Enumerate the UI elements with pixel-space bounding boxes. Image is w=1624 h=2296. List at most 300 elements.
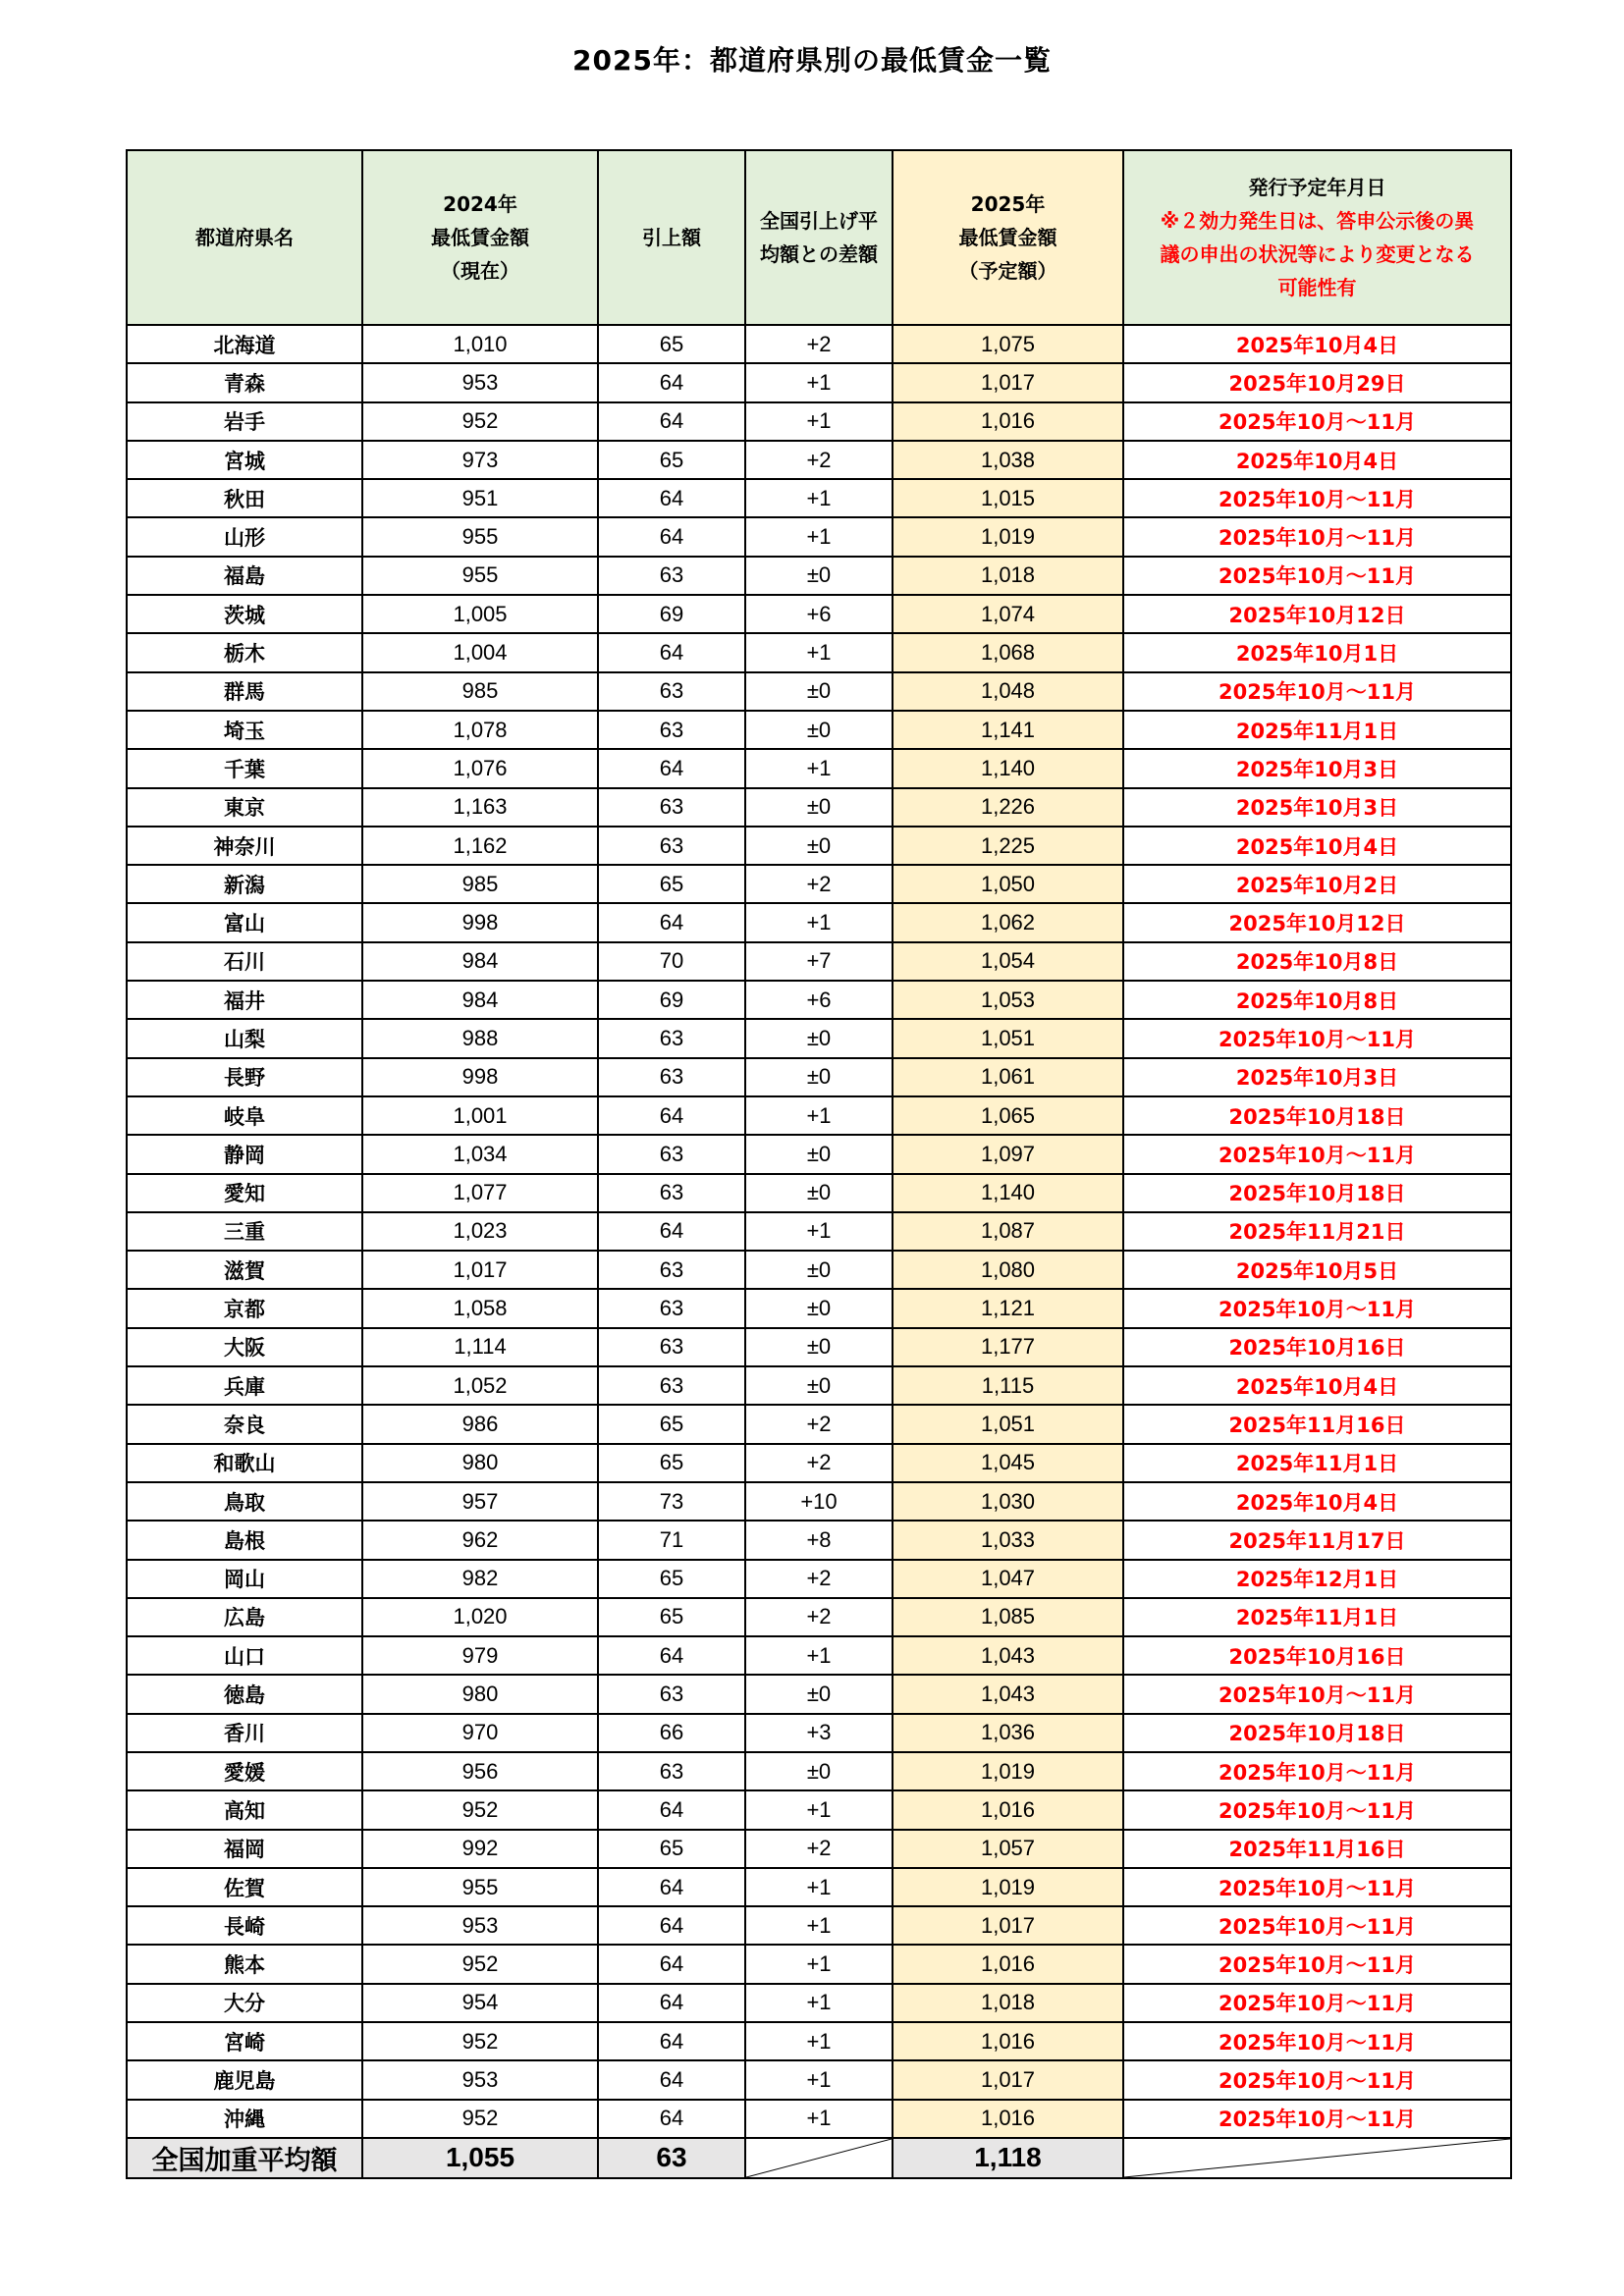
table-row: [127, 942, 1511, 981]
prefecture-name-cell: 秋田: [127, 479, 362, 517]
effective-date-cell: 2025年10月4日: [1123, 827, 1511, 865]
increase-cell: 64: [598, 402, 745, 441]
wage-2025-cell: 1,018: [893, 1984, 1123, 2022]
wage-2024-cell: 973: [362, 441, 598, 479]
wage-2024-cell: 1,162: [362, 827, 598, 865]
table-row: [127, 1366, 1511, 1405]
table-row: [127, 517, 1511, 556]
diff-from-average-cell: +1: [745, 363, 893, 401]
wage-2024-cell: 957: [362, 1482, 598, 1521]
prefecture-name-cell: 長野: [127, 1058, 362, 1096]
increase-cell: 69: [598, 981, 745, 1019]
diff-from-average-cell: ±0: [745, 1019, 893, 1057]
increase-cell: 64: [598, 1945, 745, 1983]
wage-2024-cell: 986: [362, 1405, 598, 1443]
header-wage-2024-line3: （現在）: [441, 259, 519, 283]
wage-2025-cell: 1,048: [893, 672, 1123, 711]
effective-date-cell: 2025年10月29日: [1123, 363, 1511, 401]
prefecture-name-cell: 熊本: [127, 1945, 362, 1983]
table-row: [127, 1289, 1511, 1327]
table-row: [127, 1444, 1511, 1482]
national-average-increase: 63: [598, 2138, 745, 2178]
wage-2025-cell: 1,036: [893, 1714, 1123, 1752]
effective-date-cell: 2025年11月16日: [1123, 1405, 1511, 1443]
increase-cell: 63: [598, 711, 745, 749]
header-diff: [745, 150, 893, 325]
table-row: [127, 325, 1511, 363]
increase-cell: 63: [598, 1328, 745, 1366]
wage-2024-cell: 1,020: [362, 1598, 598, 1636]
increase-cell: 63: [598, 788, 745, 827]
header-diff-line1: 全国引上げ平: [760, 209, 878, 233]
table-row: [127, 363, 1511, 401]
table-row: [127, 1135, 1511, 1173]
effective-date-cell: 2025年10月～11月: [1123, 2060, 1511, 2099]
increase-cell: 64: [598, 2022, 745, 2060]
prefecture-name-cell: 愛知: [127, 1174, 362, 1212]
prefecture-name-cell: 宮崎: [127, 2022, 362, 2060]
diff-from-average-cell: ±0: [745, 1251, 893, 1289]
increase-cell: 63: [598, 1675, 745, 1713]
table-row: [127, 1174, 1511, 1212]
effective-date-cell: 2025年10月3日: [1123, 749, 1511, 787]
national-average-wage-2024: 1,055: [362, 2138, 598, 2178]
table-row: [127, 595, 1511, 633]
table-row: [127, 2022, 1511, 2060]
wage-2025-cell: 1,016: [893, 2022, 1123, 2060]
prefecture-name-cell: 福岡: [127, 1830, 362, 1868]
diff-from-average-cell: +2: [745, 1598, 893, 1636]
prefecture-name-cell: 石川: [127, 942, 362, 981]
wage-2025-cell: 1,016: [893, 2100, 1123, 2138]
increase-cell: 64: [598, 363, 745, 401]
effective-date-cell: 2025年10月3日: [1123, 1058, 1511, 1096]
header-effective-label: 発行予定年月日: [1248, 176, 1386, 199]
table-row: [127, 1714, 1511, 1752]
prefecture-name-cell: 神奈川: [127, 827, 362, 865]
diff-from-average-cell: +6: [745, 981, 893, 1019]
prefecture-name-cell: 富山: [127, 903, 362, 941]
wage-2025-cell: 1,121: [893, 1289, 1123, 1327]
page-title: 2025年：都道府県別の最低賃金一覧: [572, 44, 1052, 77]
header-wage-2025-line3: （予定額）: [958, 259, 1057, 283]
effective-date-cell: 2025年10月4日: [1123, 325, 1511, 363]
minimum-wage-table: [126, 149, 1512, 2179]
diff-from-average-cell: +7: [745, 942, 893, 981]
prefecture-name-cell: 宮城: [127, 441, 362, 479]
wage-2024-cell: 953: [362, 2060, 598, 2099]
wage-2025-cell: 1,038: [893, 441, 1123, 479]
wage-2025-cell: 1,080: [893, 1251, 1123, 1289]
diff-from-average-cell: +1: [745, 1636, 893, 1675]
header-effective-note-line3: 可能性有: [1277, 276, 1357, 299]
increase-cell: 71: [598, 1521, 745, 1559]
prefecture-name-cell: 大阪: [127, 1328, 362, 1366]
wage-2025-cell: 1,016: [893, 402, 1123, 441]
diff-from-average-cell: +2: [745, 441, 893, 479]
effective-date-cell: 2025年10月2日: [1123, 865, 1511, 903]
increase-cell: 64: [598, 2100, 745, 2138]
effective-date-cell: 2025年11月1日: [1123, 711, 1511, 749]
wage-2025-cell: 1,017: [893, 1906, 1123, 1945]
increase-cell: 65: [598, 1405, 745, 1443]
effective-date-cell: 2025年10月12日: [1123, 595, 1511, 633]
effective-date-cell: 2025年10月16日: [1123, 1328, 1511, 1366]
effective-date-cell: 2025年11月21日: [1123, 1212, 1511, 1251]
increase-cell: 65: [598, 1560, 745, 1598]
wage-2025-cell: 1,053: [893, 981, 1123, 1019]
prefecture-name-cell: 山口: [127, 1636, 362, 1675]
wage-2025-cell: 1,054: [893, 942, 1123, 981]
wage-2025-cell: 1,068: [893, 633, 1123, 671]
wage-2025-cell: 1,051: [893, 1405, 1123, 1443]
wage-2025-cell: 1,043: [893, 1636, 1123, 1675]
table-row: [127, 1906, 1511, 1945]
wage-2025-cell: 1,141: [893, 711, 1123, 749]
increase-cell: 64: [598, 1790, 745, 1829]
table-row: [127, 1945, 1511, 1983]
effective-date-cell: 2025年10月～11月: [1123, 1135, 1511, 1173]
prefecture-name-cell: 島根: [127, 1521, 362, 1559]
table-row: [127, 1096, 1511, 1135]
increase-cell: 63: [598, 1289, 745, 1327]
wage-2025-cell: 1,017: [893, 363, 1123, 401]
effective-date-cell: 2025年10月～11月: [1123, 1752, 1511, 1790]
header-prefecture: [127, 150, 362, 325]
effective-date-cell: 2025年10月～11月: [1123, 557, 1511, 595]
table-row: [127, 1328, 1511, 1366]
effective-date-cell: 2025年10月3日: [1123, 788, 1511, 827]
wage-2025-cell: 1,140: [893, 1174, 1123, 1212]
wage-2024-cell: 952: [362, 1790, 598, 1829]
diff-from-average-cell: ±0: [745, 1366, 893, 1405]
diff-from-average-cell: +1: [745, 1096, 893, 1135]
prefecture-name-cell: 鳥取: [127, 1482, 362, 1521]
diff-from-average-cell: +2: [745, 1830, 893, 1868]
effective-date-cell: 2025年10月～11月: [1123, 517, 1511, 556]
wage-2024-cell: 982: [362, 1560, 598, 1598]
table-row: [127, 1598, 1511, 1636]
table-row: [127, 1790, 1511, 1829]
wage-2025-cell: 1,085: [893, 1598, 1123, 1636]
table-row: [127, 1405, 1511, 1443]
prefecture-name-cell: 滋賀: [127, 1251, 362, 1289]
table-row: [127, 1830, 1511, 1868]
effective-date-cell: 2025年10月4日: [1123, 1482, 1511, 1521]
header-increase-label: 引上額: [642, 226, 701, 249]
table-row: [127, 827, 1511, 865]
table-row: [127, 2100, 1511, 2138]
diff-from-average-cell: +8: [745, 1521, 893, 1559]
wage-2024-cell: 985: [362, 672, 598, 711]
wage-2024-cell: 955: [362, 1868, 598, 1906]
diff-from-average-cell: ±0: [745, 1135, 893, 1173]
increase-cell: 69: [598, 595, 745, 633]
increase-cell: 64: [598, 903, 745, 941]
increase-cell: 65: [598, 1830, 745, 1868]
wage-2025-cell: 1,030: [893, 1482, 1123, 1521]
table-row: [127, 672, 1511, 711]
prefecture-name-cell: 三重: [127, 1212, 362, 1251]
effective-date-cell: 2025年10月4日: [1123, 1366, 1511, 1405]
diff-not-applicable-cell: [745, 2138, 893, 2178]
table-row: [127, 557, 1511, 595]
diff-from-average-cell: +2: [745, 1444, 893, 1482]
wage-2025-cell: 1,051: [893, 1019, 1123, 1057]
table-row: [127, 1019, 1511, 1057]
diff-from-average-cell: ±0: [745, 827, 893, 865]
header-effective-note-line1: ※２効力発生日は、答申公示後の異: [1160, 209, 1475, 233]
wage-2024-cell: 979: [362, 1636, 598, 1675]
prefecture-name-cell: 千葉: [127, 749, 362, 787]
prefecture-name-cell: 和歌山: [127, 1444, 362, 1482]
wage-2025-cell: 1,061: [893, 1058, 1123, 1096]
wage-2024-cell: 953: [362, 363, 598, 401]
wage-2025-cell: 1,019: [893, 1868, 1123, 1906]
prefecture-name-cell: 茨城: [127, 595, 362, 633]
increase-cell: 64: [598, 1868, 745, 1906]
diff-from-average-cell: +1: [745, 2022, 893, 2060]
increase-cell: 63: [598, 827, 745, 865]
increase-cell: 64: [598, 633, 745, 671]
prefecture-name-cell: 佐賀: [127, 1868, 362, 1906]
wage-2024-cell: 962: [362, 1521, 598, 1559]
table-row: [127, 1984, 1511, 2022]
prefecture-name-cell: 栃木: [127, 633, 362, 671]
increase-cell: 65: [598, 1444, 745, 1482]
table-row: [127, 1560, 1511, 1598]
prefecture-name-cell: 青森: [127, 363, 362, 401]
wage-2025-cell: 1,043: [893, 1675, 1123, 1713]
wage-2024-cell: 952: [362, 2100, 598, 2138]
wage-2024-cell: 1,004: [362, 633, 598, 671]
wage-2024-cell: 956: [362, 1752, 598, 1790]
effective-date-cell: 2025年10月18日: [1123, 1714, 1511, 1752]
prefecture-name-cell: 埼玉: [127, 711, 362, 749]
table-row: [127, 1675, 1511, 1713]
table-row: [127, 981, 1511, 1019]
effective-date-cell: 2025年10月～11月: [1123, 672, 1511, 711]
increase-cell: 63: [598, 1135, 745, 1173]
wage-2025-cell: 1,225: [893, 827, 1123, 865]
wage-2025-cell: 1,140: [893, 749, 1123, 787]
increase-cell: 64: [598, 1212, 745, 1251]
effective-date-cell: 2025年10月～11月: [1123, 1019, 1511, 1057]
wage-2025-cell: 1,065: [893, 1096, 1123, 1135]
prefecture-name-cell: 群馬: [127, 672, 362, 711]
increase-cell: 65: [598, 325, 745, 363]
national-average-wage-2025: 1,118: [893, 2138, 1123, 2178]
effective-date-cell: 2025年10月18日: [1123, 1096, 1511, 1135]
increase-cell: 64: [598, 517, 745, 556]
wage-2024-cell: 1,076: [362, 749, 598, 787]
wage-2025-cell: 1,017: [893, 2060, 1123, 2099]
wage-2025-cell: 1,019: [893, 517, 1123, 556]
prefecture-name-cell: 沖縄: [127, 2100, 362, 2138]
diff-from-average-cell: +1: [745, 903, 893, 941]
diff-from-average-cell: ±0: [745, 788, 893, 827]
prefecture-name-cell: 福井: [127, 981, 362, 1019]
effective-date-cell: 2025年10月1日: [1123, 633, 1511, 671]
diff-from-average-cell: ±0: [745, 1289, 893, 1327]
wage-2024-cell: 988: [362, 1019, 598, 1057]
increase-cell: 64: [598, 1096, 745, 1135]
increase-cell: 64: [598, 2060, 745, 2099]
prefecture-name-cell: 奈良: [127, 1405, 362, 1443]
diff-from-average-cell: +1: [745, 1906, 893, 1945]
prefecture-name-cell: 岡山: [127, 1560, 362, 1598]
wage-2025-cell: 1,015: [893, 479, 1123, 517]
prefecture-name-cell: 岩手: [127, 402, 362, 441]
effective-date-cell: 2025年10月4日: [1123, 441, 1511, 479]
effective-date-cell: 2025年10月～11月: [1123, 1790, 1511, 1829]
header-wage-2024-line2: 最低賃金額: [431, 226, 529, 249]
diff-from-average-cell: +3: [745, 1714, 893, 1752]
table-row: [127, 1212, 1511, 1251]
prefecture-name-cell: 新潟: [127, 865, 362, 903]
effective-date-cell: 2025年11月1日: [1123, 1598, 1511, 1636]
wage-2024-cell: 1,010: [362, 325, 598, 363]
diff-from-average-cell: ±0: [745, 1174, 893, 1212]
national-average-label: 全国加重平均額: [127, 2138, 362, 2178]
prefecture-name-cell: 福島: [127, 557, 362, 595]
wage-2024-cell: 1,017: [362, 1251, 598, 1289]
wage-2024-cell: 1,163: [362, 788, 598, 827]
effective-date-cell: 2025年11月1日: [1123, 1444, 1511, 1482]
increase-cell: 63: [598, 672, 745, 711]
table-row: [127, 1868, 1511, 1906]
diff-from-average-cell: ±0: [745, 711, 893, 749]
effective-date-cell: 2025年10月18日: [1123, 1174, 1511, 1212]
table-body: [127, 325, 1511, 2138]
wage-2024-cell: 970: [362, 1714, 598, 1752]
wage-2024-cell: 1,023: [362, 1212, 598, 1251]
increase-cell: 63: [598, 1366, 745, 1405]
wage-2024-cell: 992: [362, 1830, 598, 1868]
wage-2025-cell: 1,226: [893, 788, 1123, 827]
prefecture-name-cell: 大分: [127, 1984, 362, 2022]
wage-2025-cell: 1,045: [893, 1444, 1123, 1482]
wage-2024-cell: 1,114: [362, 1328, 598, 1366]
wage-2025-cell: 1,087: [893, 1212, 1123, 1251]
diff-from-average-cell: +2: [745, 1405, 893, 1443]
prefecture-name-cell: 徳島: [127, 1675, 362, 1713]
table-row: [127, 865, 1511, 903]
wage-2025-cell: 1,057: [893, 1830, 1123, 1868]
diagonal-slash-icon: [746, 2139, 892, 2177]
wage-2024-cell: 1,034: [362, 1135, 598, 1173]
prefecture-name-cell: 香川: [127, 1714, 362, 1752]
diff-from-average-cell: +2: [745, 865, 893, 903]
national-average-row: [127, 2138, 1511, 2178]
wage-2025-cell: 1,177: [893, 1328, 1123, 1366]
wage-2024-cell: 980: [362, 1675, 598, 1713]
wage-2024-cell: 1,052: [362, 1366, 598, 1405]
wage-2024-cell: 985: [362, 865, 598, 903]
diff-from-average-cell: +1: [745, 402, 893, 441]
wage-2024-cell: 1,078: [362, 711, 598, 749]
effective-date-cell: 2025年12月1日: [1123, 1560, 1511, 1598]
increase-cell: 64: [598, 1636, 745, 1675]
effective-date-cell: 2025年10月～11月: [1123, 1675, 1511, 1713]
effective-date-cell: 2025年10月～11月: [1123, 479, 1511, 517]
header-wage-2024: [362, 150, 598, 325]
diff-from-average-cell: ±0: [745, 557, 893, 595]
wage-2024-cell: 1,005: [362, 595, 598, 633]
header-wage-2024-line1: 2024年: [443, 192, 517, 216]
table-row: [127, 1521, 1511, 1559]
wage-2024-cell: 998: [362, 1058, 598, 1096]
wage-2025-cell: 1,050: [893, 865, 1123, 903]
table-row: [127, 1482, 1511, 1521]
effective-date-cell: 2025年11月16日: [1123, 1830, 1511, 1868]
prefecture-name-cell: 北海道: [127, 325, 362, 363]
table-row: [127, 1058, 1511, 1096]
effective-date-cell: 2025年10月～11月: [1123, 2022, 1511, 2060]
table-row: [127, 1636, 1511, 1675]
header-wage-2025: [893, 150, 1123, 325]
wage-2025-cell: 1,097: [893, 1135, 1123, 1173]
increase-cell: 63: [598, 1058, 745, 1096]
increase-cell: 64: [598, 1906, 745, 1945]
header-increase: [598, 150, 745, 325]
effective-date-cell: 2025年10月8日: [1123, 981, 1511, 1019]
diff-from-average-cell: +1: [745, 1984, 893, 2022]
wage-2024-cell: 980: [362, 1444, 598, 1482]
effective-date-cell: 2025年10月5日: [1123, 1251, 1511, 1289]
header-effective-note-line2: 議の申出の状況等により変更となる: [1160, 242, 1475, 266]
wage-2024-cell: 955: [362, 517, 598, 556]
prefecture-name-cell: 京都: [127, 1289, 362, 1327]
effective-date-cell: 2025年10月～11月: [1123, 1984, 1511, 2022]
diff-from-average-cell: +1: [745, 479, 893, 517]
table-row: [127, 1752, 1511, 1790]
diff-from-average-cell: +1: [745, 1868, 893, 1906]
effective-date-cell: 2025年10月～11月: [1123, 1945, 1511, 1983]
header-effective-date: [1123, 150, 1511, 325]
increase-cell: 70: [598, 942, 745, 981]
effective-date-cell: 2025年10月8日: [1123, 942, 1511, 981]
wage-2025-cell: 1,062: [893, 903, 1123, 941]
wage-2024-cell: 1,077: [362, 1174, 598, 1212]
diff-from-average-cell: ±0: [745, 1752, 893, 1790]
diff-from-average-cell: +2: [745, 325, 893, 363]
wage-2024-cell: 952: [362, 1945, 598, 1983]
date-not-applicable-cell: [1123, 2138, 1511, 2178]
prefecture-name-cell: 岐阜: [127, 1096, 362, 1135]
wage-2024-cell: 984: [362, 981, 598, 1019]
diff-from-average-cell: +1: [745, 2060, 893, 2099]
increase-cell: 64: [598, 749, 745, 787]
wage-2024-cell: 952: [362, 402, 598, 441]
wage-2024-cell: 954: [362, 1984, 598, 2022]
wage-2024-cell: 952: [362, 2022, 598, 2060]
diff-from-average-cell: +10: [745, 1482, 893, 1521]
wage-2025-cell: 1,018: [893, 557, 1123, 595]
increase-cell: 73: [598, 1482, 745, 1521]
wage-2025-cell: 1,019: [893, 1752, 1123, 1790]
increase-cell: 66: [598, 1714, 745, 1752]
prefecture-name-cell: 愛媛: [127, 1752, 362, 1790]
table-row: [127, 749, 1511, 787]
effective-date-cell: 2025年10月～11月: [1123, 1289, 1511, 1327]
increase-cell: 63: [598, 1174, 745, 1212]
diff-from-average-cell: +1: [745, 749, 893, 787]
table-row: [127, 711, 1511, 749]
table-row: [127, 479, 1511, 517]
prefecture-name-cell: 高知: [127, 1790, 362, 1829]
effective-date-cell: 2025年10月～11月: [1123, 1868, 1511, 1906]
